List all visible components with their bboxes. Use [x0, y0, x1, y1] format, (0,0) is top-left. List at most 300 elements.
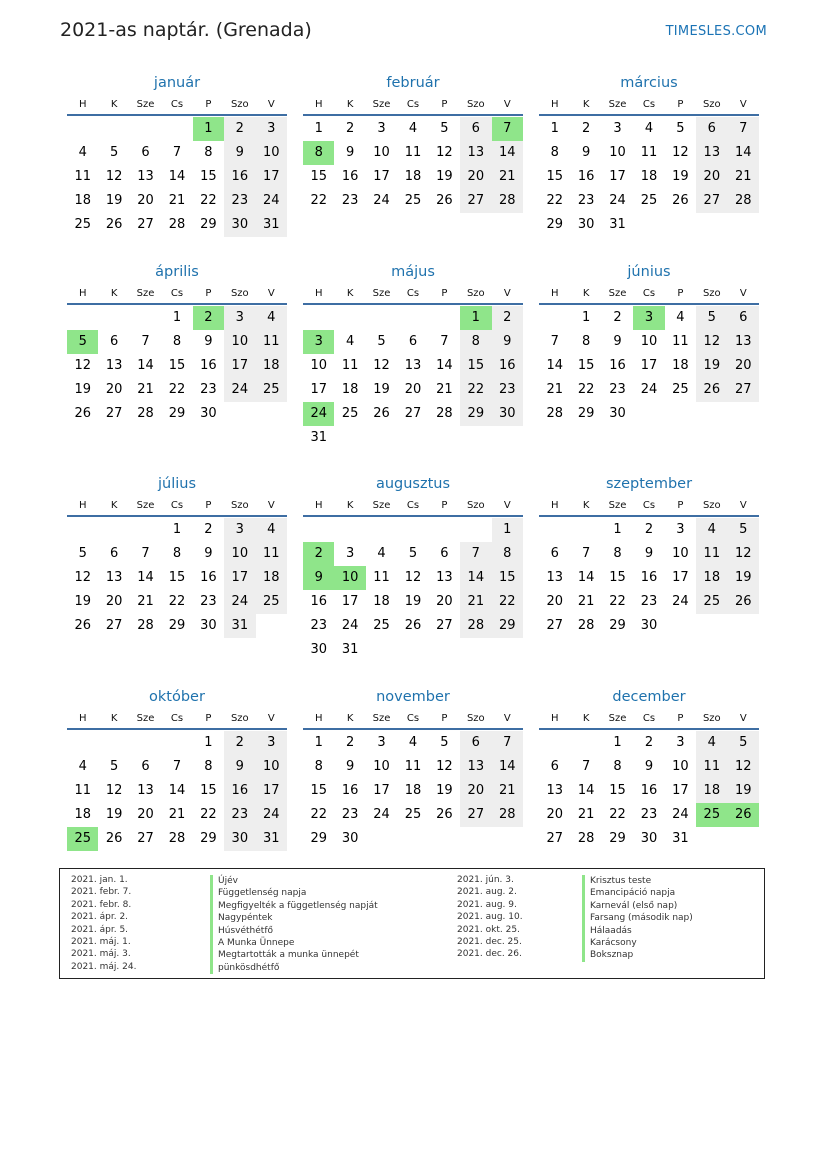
legend-row	[71, 900, 451, 912]
empty-cell	[366, 306, 397, 330]
day-cell: 20	[137, 193, 154, 208]
day-cell: 4	[696, 731, 727, 755]
day-cell: 26	[696, 378, 727, 402]
day-cell: 20	[728, 354, 759, 378]
day-cell: 16	[200, 570, 217, 585]
day-cell: 27	[546, 831, 563, 846]
day-cell: 4	[408, 735, 418, 750]
day-cell: 30	[609, 406, 626, 421]
weekday-label: Szo	[466, 288, 485, 299]
day-cell: 17	[672, 783, 689, 798]
empty-cell	[161, 117, 192, 141]
day-cell: 6	[550, 546, 559, 561]
weekday-label: Cs	[642, 99, 656, 110]
day-cell: 17	[224, 354, 255, 378]
day-cell: 26	[672, 193, 689, 208]
day-cell: 17	[310, 382, 327, 397]
day-cell: 26	[373, 406, 390, 421]
weekday-label: Cs	[170, 500, 184, 511]
day-cell: 11	[640, 145, 658, 160]
legend-date: 2021. máj. 3.	[71, 949, 131, 960]
day-cell: 25	[341, 406, 359, 421]
weekday-label: H	[78, 500, 87, 511]
day-cell: 28	[577, 831, 595, 846]
empty-cell	[130, 731, 161, 755]
month-calendar	[67, 73, 287, 237]
empty-cell	[334, 518, 365, 542]
day-cell: 23	[577, 193, 595, 208]
day-cell: 29	[577, 406, 595, 421]
legend-row	[71, 925, 451, 937]
weekday-label: Cs	[170, 99, 184, 110]
weekday-label: K	[110, 288, 118, 299]
legend-row	[457, 875, 757, 887]
month-calendar	[67, 262, 287, 426]
day-cell: 13	[404, 358, 422, 373]
day-cell: 16	[609, 358, 626, 373]
day-cell: 15	[200, 169, 217, 184]
weekday-label: K	[582, 288, 590, 299]
day-cell: 2	[345, 121, 355, 136]
weekday-label: V	[739, 713, 747, 724]
day-cell: 10	[373, 145, 390, 160]
day-cell: 18	[373, 594, 390, 609]
weekday-label: V	[267, 713, 275, 724]
weekday-label: H	[314, 713, 323, 724]
weekday-label: Cs	[406, 713, 420, 724]
day-cell: 19	[728, 566, 759, 590]
day-cell: 27	[404, 406, 422, 421]
day-cell: 18	[74, 193, 91, 208]
month-name: január	[153, 75, 201, 91]
day-cell: 4	[377, 546, 386, 561]
day-cell: 7	[550, 334, 559, 349]
day-cell: 5	[408, 546, 418, 561]
day-cell: 11	[74, 169, 91, 184]
day-cell: 2	[492, 306, 523, 330]
day-cell: 17	[609, 169, 626, 184]
month-calendar	[67, 474, 287, 638]
day-cell: 15	[546, 169, 563, 184]
day-cell: 19	[696, 354, 727, 378]
day-cell: 9	[613, 334, 622, 349]
empty-cell	[67, 518, 98, 542]
day-cell: 17	[640, 358, 658, 373]
weekday-label: H	[314, 500, 323, 511]
day-cell: 5	[728, 518, 759, 542]
legend-row	[71, 875, 451, 887]
empty-cell	[303, 518, 334, 542]
day-cell: 6	[408, 334, 418, 349]
day-cell: 14	[460, 566, 491, 590]
day-cell: 14	[492, 755, 523, 779]
legend-row	[457, 937, 757, 949]
month-calendar	[303, 687, 523, 851]
day-cell: 27	[436, 618, 453, 633]
day-cell: 26	[74, 406, 91, 421]
day-cell: 28	[460, 614, 491, 638]
weekday-label: Cs	[406, 500, 420, 511]
day-cell: 29	[492, 614, 523, 638]
month-calendar	[303, 73, 523, 213]
day-cell: 12	[696, 330, 727, 354]
day-cell: 30	[200, 406, 217, 421]
day-cell: 15	[168, 358, 186, 373]
legend-date: 2021. ápr. 2.	[71, 912, 129, 923]
day-cell: 10	[373, 759, 390, 774]
day-cell: 20	[105, 382, 123, 397]
day-cell: 1	[550, 121, 559, 136]
day-cell: 29	[546, 217, 563, 232]
legend-column-left	[71, 875, 451, 974]
day-cell: 25	[404, 193, 422, 208]
day-cell: 22	[310, 193, 327, 208]
day-cell: 23	[492, 378, 523, 402]
day-grid	[67, 117, 287, 237]
day-cell: 7	[581, 546, 591, 561]
day-cell: 12	[74, 570, 91, 585]
day-cell: 16	[224, 165, 255, 189]
holiday-day-cell: 1	[460, 306, 491, 330]
day-cell: 11	[74, 783, 91, 798]
empty-cell	[67, 117, 98, 141]
weekday-header	[67, 96, 287, 116]
day-cell: 7	[172, 759, 182, 774]
weekday-label: V	[503, 288, 511, 299]
legend-row	[457, 912, 757, 924]
day-cell: 27	[137, 831, 154, 846]
day-cell: 4	[78, 759, 87, 774]
month-calendar	[539, 474, 759, 638]
day-cell: 31	[256, 213, 287, 237]
day-cell: 14	[577, 783, 595, 798]
weekday-label: Sze	[372, 288, 391, 299]
day-cell: 19	[74, 594, 91, 609]
weekday-label: Cs	[406, 99, 420, 110]
weekday-label: H	[314, 288, 323, 299]
day-cell: 4	[408, 121, 418, 136]
day-cell: 4	[256, 306, 287, 330]
day-cell: 11	[696, 755, 727, 779]
weekday-label: V	[503, 713, 511, 724]
day-cell: 31	[341, 642, 359, 657]
weekday-label: K	[582, 500, 590, 511]
day-cell: 6	[440, 546, 449, 561]
day-cell: 29	[200, 831, 217, 846]
weekday-label: H	[550, 99, 559, 110]
day-cell: 28	[436, 406, 453, 421]
day-cell: 21	[577, 594, 595, 609]
day-cell: 26	[728, 590, 759, 614]
month-name: május	[391, 264, 435, 280]
empty-cell	[539, 306, 570, 330]
weekday-label: H	[78, 713, 87, 724]
day-cell: 11	[256, 542, 287, 566]
day-cell: 20	[404, 382, 422, 397]
day-cell: 21	[492, 165, 523, 189]
holiday-day-cell: 8	[303, 141, 334, 165]
day-cell: 22	[609, 807, 626, 822]
day-cell: 4	[644, 121, 654, 136]
day-cell: 13	[696, 141, 727, 165]
legend-holiday-name: Nagypéntek	[210, 912, 273, 924]
day-cell: 18	[696, 566, 727, 590]
weekday-label: Cs	[642, 500, 656, 511]
day-cell: 14	[728, 141, 759, 165]
empty-cell	[539, 731, 570, 755]
day-cell: 12	[728, 755, 759, 779]
day-cell: 19	[105, 807, 123, 822]
legend-date: 2021. máj. 1.	[71, 936, 131, 947]
day-cell: 14	[137, 570, 154, 585]
day-cell: 20	[105, 594, 123, 609]
weekday-label: P	[441, 288, 448, 299]
weekday-label: Sze	[372, 99, 391, 110]
legend-row	[457, 887, 757, 899]
day-cell: 1	[314, 121, 323, 136]
weekday-label: V	[739, 99, 747, 110]
month-calendar	[539, 73, 759, 237]
day-cell: 9	[345, 145, 355, 160]
weekday-label: Sze	[608, 713, 627, 724]
day-cell: 9	[345, 759, 355, 774]
day-cell: 4	[256, 518, 287, 542]
day-cell: 29	[460, 402, 491, 426]
month-name: június	[627, 264, 671, 280]
legend-holiday-name: Újév	[210, 875, 238, 887]
day-cell: 12	[436, 145, 453, 160]
day-grid	[67, 306, 287, 426]
holiday-day-cell: 2	[303, 542, 334, 566]
day-cell: 23	[224, 189, 255, 213]
day-cell: 19	[74, 382, 91, 397]
day-grid	[539, 518, 759, 638]
day-cell: 13	[137, 783, 154, 798]
brand-link[interactable]: TIMESLES.COM	[665, 24, 767, 39]
day-cell: 22	[460, 378, 491, 402]
empty-cell	[98, 306, 129, 330]
weekday-label: V	[267, 99, 275, 110]
day-cell: 29	[609, 618, 626, 633]
weekday-label: H	[550, 713, 559, 724]
weekday-label: Szo	[702, 713, 721, 724]
day-cell: 10	[609, 145, 626, 160]
day-cell: 8	[550, 145, 559, 160]
day-cell: 7	[728, 117, 759, 141]
day-cell: 6	[550, 759, 559, 774]
day-cell: 8	[613, 759, 622, 774]
day-cell: 4	[345, 334, 355, 349]
day-cell: 16	[341, 783, 359, 798]
day-cell: 20	[546, 807, 563, 822]
day-cell: 8	[204, 145, 213, 160]
day-cell: 25	[640, 193, 658, 208]
legend-date: 2021. dec. 26.	[457, 949, 522, 960]
day-cell: 13	[105, 570, 123, 585]
day-cell: 19	[436, 169, 453, 184]
day-cell: 29	[168, 406, 186, 421]
day-cell: 5	[377, 334, 386, 349]
weekday-label: P	[205, 99, 212, 110]
day-cell: 25	[696, 590, 727, 614]
page-title: 2021-as naptár. (Grenada)	[60, 19, 312, 41]
day-cell: 15	[168, 570, 186, 585]
empty-cell	[366, 518, 397, 542]
day-cell: 3	[676, 735, 685, 750]
day-cell: 19	[728, 779, 759, 803]
day-cell: 22	[546, 193, 563, 208]
empty-cell	[539, 518, 570, 542]
day-grid	[67, 731, 287, 851]
day-cell: 16	[640, 783, 658, 798]
day-cell: 22	[577, 382, 595, 397]
day-cell: 21	[137, 594, 154, 609]
day-cell: 4	[676, 310, 685, 325]
day-cell: 15	[310, 783, 327, 798]
month-name: február	[386, 75, 440, 91]
day-cell: 21	[577, 807, 595, 822]
day-cell: 18	[404, 783, 422, 798]
empty-cell	[98, 518, 129, 542]
weekday-header	[539, 497, 759, 517]
legend-date: 2021. okt. 25.	[457, 924, 520, 935]
day-cell: 18	[74, 807, 91, 822]
day-cell: 7	[492, 731, 523, 755]
day-grid	[303, 518, 523, 662]
day-cell: 6	[460, 731, 491, 755]
day-cell: 25	[404, 807, 422, 822]
weekday-label: V	[739, 288, 747, 299]
weekday-label: P	[441, 500, 448, 511]
weekday-label: Szo	[466, 500, 485, 511]
month-name: március	[620, 75, 678, 91]
day-cell: 1	[492, 518, 523, 542]
day-cell: 27	[728, 378, 759, 402]
day-cell: 5	[728, 731, 759, 755]
day-cell: 8	[492, 542, 523, 566]
day-cell: 23	[609, 382, 626, 397]
day-cell: 24	[224, 378, 255, 402]
day-cell: 29	[310, 831, 327, 846]
day-cell: 18	[672, 358, 689, 373]
weekday-label: Szo	[230, 288, 249, 299]
legend-holiday-name: Hálaadás	[582, 925, 632, 937]
day-cell: 8	[581, 334, 591, 349]
weekday-label: V	[267, 288, 275, 299]
weekday-label: Szo	[466, 713, 485, 724]
day-cell: 24	[640, 382, 658, 397]
weekday-label: Cs	[170, 288, 184, 299]
weekday-label: Szo	[230, 500, 249, 511]
day-cell: 12	[373, 358, 390, 373]
weekday-label: K	[582, 99, 590, 110]
legend-holiday-name: Krisztus teste	[582, 875, 651, 887]
day-cell: 18	[404, 169, 422, 184]
day-cell: 21	[436, 382, 453, 397]
day-cell: 3	[256, 731, 287, 755]
day-grid	[67, 518, 287, 638]
day-cell: 2	[224, 731, 255, 755]
day-cell: 5	[440, 121, 449, 136]
weekday-label: H	[314, 99, 323, 110]
day-cell: 11	[256, 330, 287, 354]
weekday-label: Cs	[642, 713, 656, 724]
day-cell: 23	[200, 382, 217, 397]
day-cell: 30	[310, 642, 327, 657]
day-cell: 15	[200, 783, 217, 798]
legend-date: 2021. dec. 25.	[457, 936, 522, 947]
day-cell: 23	[310, 618, 327, 633]
day-cell: 15	[609, 570, 626, 585]
day-cell: 11	[341, 358, 359, 373]
day-cell: 3	[256, 117, 287, 141]
day-cell: 12	[728, 542, 759, 566]
empty-cell	[98, 117, 129, 141]
day-cell: 9	[204, 334, 213, 349]
day-cell: 15	[492, 566, 523, 590]
weekday-label: P	[677, 713, 684, 724]
day-cell: 13	[728, 330, 759, 354]
month-calendar	[67, 687, 287, 851]
day-cell: 26	[436, 193, 453, 208]
day-cell: 1	[613, 735, 622, 750]
day-cell: 23	[640, 594, 658, 609]
day-cell: 11	[672, 334, 689, 349]
weekday-label: Sze	[372, 713, 391, 724]
day-cell: 9	[492, 330, 523, 354]
holiday-day-cell: 3	[633, 306, 664, 330]
empty-cell	[460, 518, 491, 542]
weekday-label: Sze	[136, 288, 155, 299]
day-cell: 21	[168, 807, 186, 822]
empty-cell	[429, 518, 460, 542]
legend-row	[71, 912, 451, 924]
day-cell: 5	[696, 306, 727, 330]
day-cell: 19	[436, 783, 453, 798]
empty-cell	[161, 731, 192, 755]
day-cell: 21	[492, 779, 523, 803]
month-calendar	[303, 262, 523, 450]
day-cell: 21	[728, 165, 759, 189]
weekday-label: K	[582, 713, 590, 724]
holiday-day-cell: 3	[303, 330, 334, 354]
day-cell: 6	[460, 117, 491, 141]
day-cell: 23	[341, 193, 359, 208]
month-calendar	[539, 687, 759, 851]
weekday-label: Sze	[608, 288, 627, 299]
empty-cell	[130, 518, 161, 542]
legend-row	[71, 949, 451, 961]
holiday-day-cell: 5	[67, 330, 98, 354]
day-cell: 7	[440, 334, 449, 349]
legend-row	[71, 937, 451, 949]
day-cell: 19	[672, 169, 689, 184]
day-cell: 30	[224, 827, 255, 851]
day-cell: 28	[137, 406, 154, 421]
day-cell: 17	[256, 779, 287, 803]
weekday-label: P	[441, 713, 448, 724]
day-cell: 24	[672, 807, 689, 822]
weekday-label: Sze	[136, 500, 155, 511]
legend-holiday-name: Karácsony	[582, 937, 637, 949]
day-cell: 27	[696, 189, 727, 213]
day-cell: 2	[644, 522, 654, 537]
day-cell: 22	[200, 807, 217, 822]
day-cell: 5	[676, 121, 685, 136]
day-cell: 6	[109, 546, 119, 561]
day-cell: 12	[672, 145, 689, 160]
day-cell: 12	[105, 783, 123, 798]
